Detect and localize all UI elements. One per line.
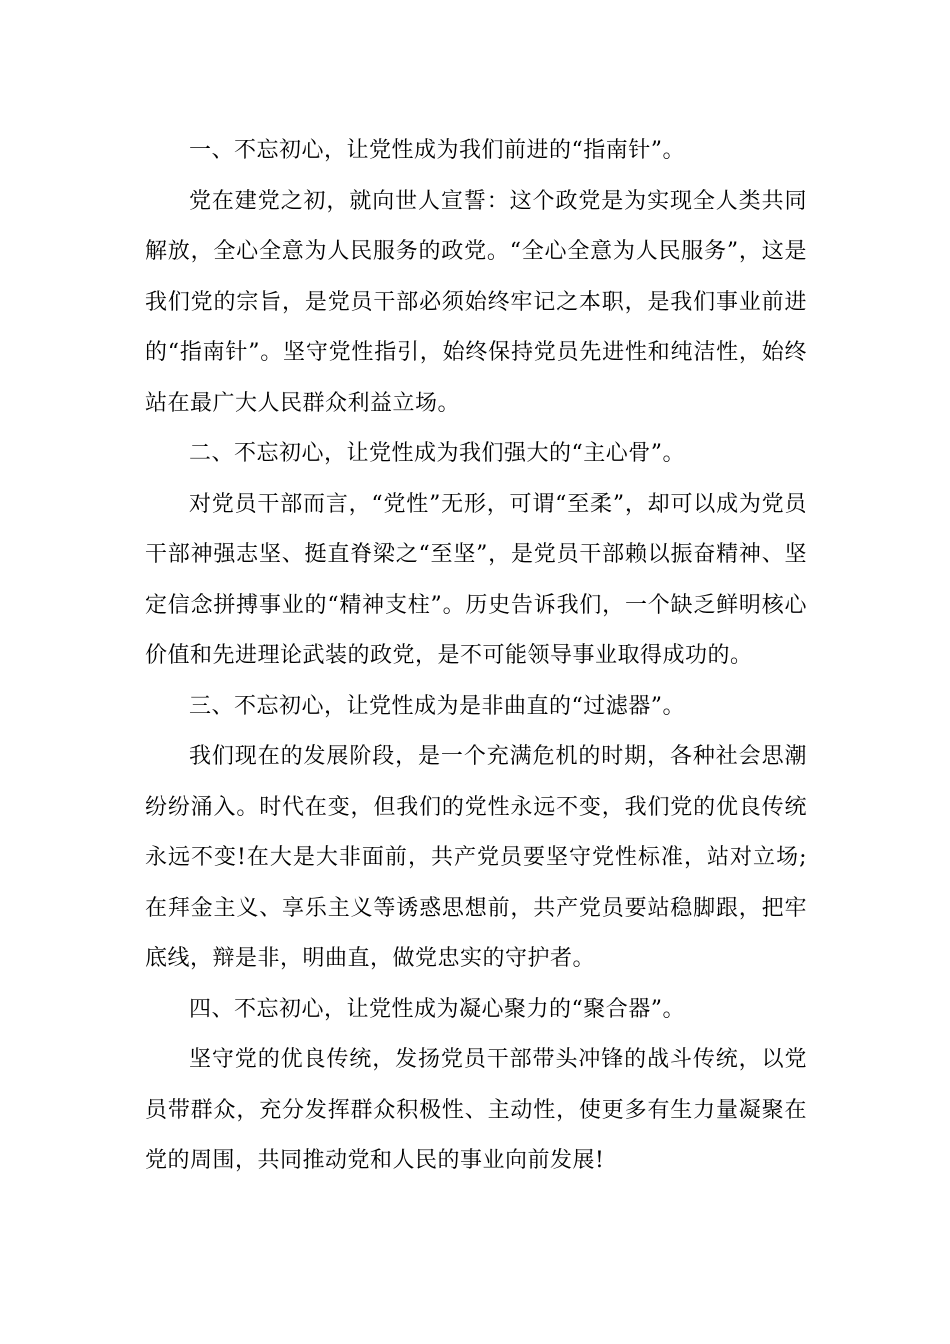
body-paragraph-3: 我们现在的发展阶段，是一个充满危机的时期，各种社会思潮纷纷涌入。时代在变，但我们的党性永远不变，我们党的优良传统永远不变!在大是大非面前，共产党员要坚守党性标准，站对立场;在拜金主义、享乐主义等诱惑思想前，共产党员要站稳脚跟，把牢底线，辩是非，明曲直，做党忠实的守护者。 [145,744,807,971]
body-paragraph-1: 党在建党之初，就向世人宣誓：这个政党是为实现全人类共同解放，全心全意为人民服务的政党。“全心全意为人民服务”，这是我们党的宗旨，是党员干部必须始终牢记之本职，是我们事业前进的“指南针”。坚守党性指引，始终保持党员先进性和纯洁性，始终站在最广大人民群众利益立场。 [145,188,807,416]
body-paragraph-4: 坚守党的优良传统，发扬党员干部带头冲锋的战斗传统，以党员带群众，充分发挥群众积极性、主动性，使更多有生力量凝聚在党的周围，共同推动党和人民的事业向前发展! [145,1047,807,1173]
section-heading-1: 一、不忘初心，让党性成为我们前进的“指南针”。 [189,138,685,163]
section-heading-3: 三、不忘初心，让党性成为是非曲直的“过滤器”。 [189,693,685,719]
document-body [145,126,807,1187]
section-heading-2: 二、不忘初心，让党性成为我们强大的“主心骨”。 [189,441,685,466]
body-paragraph-2: 对党员干部而言，“党性”无形，可谓“至柔”，却可以成为党员干部神强志坚、挺直脊梁之“至坚”，是党员干部赖以振奋精神、坚定信念拼搏事业的“精神支柱”。历史告诉我们，一个缺乏鲜明核心价值和先进理论武装的政党，是不可能领导事业取得成功的。 [145,491,807,668]
section-heading-4: 四、不忘初心，让党性成为凝心聚力的“聚合器”。 [189,996,685,1022]
